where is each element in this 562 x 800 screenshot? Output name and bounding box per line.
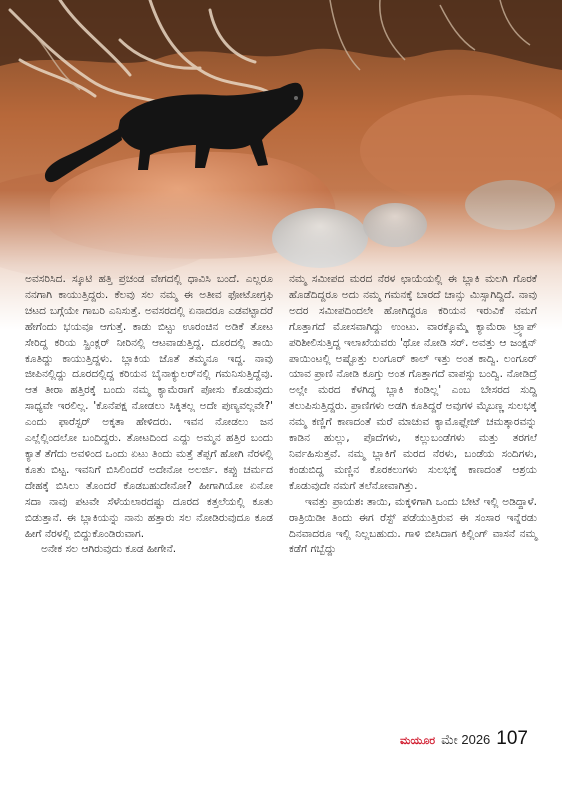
left-column [25,272,273,558]
right-column [289,272,537,558]
issue-date: ಮೇ 2026 [441,732,491,747]
paragraph: ನಮ್ಮ ಸಮೀಪದ ಮರದ ನೆರಳ ಛಾಯೆಯಲ್ಲಿ ಈ ಬ್ಲಾಕಿ ಮಲಗಿ ಗೊರಕೆ ಹೊಡೆದಿದ್ದರೂ ಅದು ನಮ್ಮ ಗಮನಕ್ಕೆ ಬಾರದೆ ಚಾನ್ಸು ಮಿಸ್ಸಾಗಿದ್ದಿದೆ. ನಾವು ಅದರ ಸಮೀಪದಿಂದಲೇ ಹೋಗಿದ್ದರೂ ಕರಿಯನ ಇರುವಿಕೆ ನಮಗೆ ಗೊತ್ತಾಗದೆ ಮೋಸವಾಗಿದ್ದು ಉಂಟು. ವಾರಕ್ಕೊಮ್ಮೆ ಕ್ಯಾಮೆರಾ ಟ್ರ್ಯಾಪ್ ಪರಿಶೀಲಿಸುತ್ತಿದ್ದ ಇಲಾಖೆಯವರು 'ಥೋ ನೋಡಿ ಸರ್. ಅವತ್ತು ಆ ಜಂಕ್ಷನ್ ಪಾಯಿಂಟಲ್ಲಿ ಅಷ್ಟೊತ್ತು ಲಂಗೂರ್ ಕಾಲ್ ಇತ್ತು ಅಂತ ಕಾದ್ವಿ. ಲಂಗೂರ್ ಯಾವ ಪ್ರಾಣಿ ನೋಡಿ ಕೂಗ್ತು ಅಂತ ಗೊತ್ತಾಗದೆ ವಾಪಸ್ಸು ಬಂದ್ವಿ. ನೋಡಿದ್ರೆ ಅಲ್ಲೇ ಮರದ ಕೆಳಗಿದ್ದ ಬ್ಲಾಕಿ ಕಂಡಿಲ್ಲ' ಎಂಬ ಬೇಸರದ ಸುದ್ದಿ ತಲುಪಿಸುತ್ತಿದ್ದರು. ಪ್ರಾಣಿಗಳು ಅಡಗಿ ಕೂತಿದ್ದರೆ ಅವುಗಳ ಮೈಬಣ್ಣ ಸುಲಭಕ್ಕೆ ನಮ್ಮ ಕಣ್ಣಿಗೆ ಕಾಣದಂತೆ ಮರೆ ಮಾಚುವ ಕ್ಯಾಮೊಫ್ಲೇಜ್ ಚಮತ್ಕಾರವನ್ನು ಕಾಡಿನ ಹುಲ್ಲು, ಪೊದೆಗಳು, ಕಲ್ಲುಬಂಡೆಗಳು ಮತ್ತು ತರಗಲೆ ನಿರ್ವಹಿಸುತ್ತವೆ. ನಮ್ಮ ಬ್ಲಾಕಿಗೆ ಮರದ ನೆರಳು, ಬಂಡೆಯ ಸಂದಿಗಳು, ಕಂಡುಬಿದ್ದ ಮಣ್ಣಿನ ಕೊರಕಲುಗಳು ಸುಲಭಕ್ಕೆ ಕಾಣದಂತೆ ಆಶ್ರಯ ಕೊಡುವುದೇ ನಮಗೆ ತಲೆನೋವಾಗಿತ್ತು. [289,273,537,492]
paragraph: ಅವಸರಿಸಿದ. ಸ್ಕೂಟಿ ಹತ್ತಿ ಪ್ರಚಂಡ ವೇಗದಲ್ಲಿ ಧಾವಿಸಿ ಬಂದೆ. ಎಲ್ಲರೂ ನನಗಾಗಿ ಕಾಯುತ್ತಿದ್ದರು. ಕೆಲವು ಸಲ ನಮ್ಮ ಈ ಅತೀವ ಫೋಟೋಗ್ರಫಿ ಚಟದ ಬಗ್ಗೆಯೇ ಗಾಬರಿ ಎನಿಸುತ್ತೆ. ಅವಸರದಲ್ಲಿ ಏನಾದರೂ ಎಡವಟ್ಟಾದರೆ ಹೇಗೆಂದು ಭಯವೂ ಆಗುತ್ತೆ. ಕಾಡು ಬಿಟ್ಟು ಊರಂಚಿನ ಅಡಿಕೆ ತೋಟ ಸೇರಿದ್ದ ಕರಿಯ ಸ್ಪ್ರಿಂಕ್ಲರ್ ನೀರಿನಲ್ಲಿ ಆಟವಾಡುತ್ತಿದ್ದ. ದೂರದಲ್ಲಿ ತಾಯಿ ಕೂತಿದ್ದು ಕಾಯುತ್ತಿದ್ದಳು. ಬ್ಲಾಕಿಯ ಜೊತೆ ತಮ್ಮನೂ ಇದ್ದ. ನಾವು ಜೀಪಿನಲ್ಲಿದ್ದು ದೂರದಲ್ಲಿದ್ದ ಕರಿಯನ ಬೈನಾಕ್ಯುಲರ್‌ನಲ್ಲಿ ಗಮನಿಸುತ್ತಿದ್ದೆವು. ಆತ ತೀರಾ ಹತ್ತಿರಕ್ಕೆ ಬಂದು ನಮ್ಮ ಕ್ಯಾಮೆರಾಗೆ ಪೋಸು ಕೊಡುವುದು ಸಾಧ್ಯವೇ ಇರಲಿಲ್ಲ. 'ಕೊನೆಪಕ್ಷ ನೋಡಲು ಸಿಕ್ಕಿತಲ್ಲ ಅದೇ ಪುಣ್ಯವಲ್ಲವೇ?' ಎಂದು ಫಾರೆಸ್ಟರ್ ಅಕ್ಕತಾ ಹೇಳಿದರು. ಇವನ ನೋಡಲು ಜನ ಎಲ್ಲೆಲ್ಲಿಂದಲೋ ಬಂದಿದ್ದರು. ತೋಟದಿಂದ ಎದ್ದು ಅಮ್ಮನ ಹತ್ತಿರ ಬಂದು ಕ್ಯಾತೆ ತೆಗೆದು ಅವಳಿಂದ ಒಂದು ಏಟು ತಿಂದು ಮತ್ತೆ ತೆಪ್ಪಗೆ ಹೋಗಿ ನೆರಳಲ್ಲಿ ಕೂತು ಬಿಟ್ಟ. ಇವನಿಗೆ ಬಿಸಿಲಿಂದರೆ ಅದೇನೋ ಅಲರ್ಜಿ. ಕಪ್ಪು ಚರ್ಮದ ದೇಹಕ್ಕೆ ಬಿಸಿಲು ತೊಂದರೆ ಕೊಡಬಹುದೇನೋ? ಹೀಗಾಗಿಯೋ ಏನೋ ಸದಾ ನಾವು ಪಟವೇ ಸೆಳೆಯಲಾರದಷ್ಟು ದೂರದ ಕತ್ತಲೆಯಲ್ಲಿ ಕೂತು ಬಿಡುತ್ತಾನೆ. ಈ ಬ್ಲಾಕಿಯನ್ನು ನಾನು ಹತ್ತಾರು ಸಲ ನೋಡಿರುವುದೂ ಕೂಡ ಹೀಗೆ ನೆರಳಲ್ಲಿ ಬಿದ್ದುಕೊಂಡಿರುವಾಗ. [25,273,273,540]
page-number: 107 [496,728,528,749]
page-footer [400,728,528,750]
paragraph: ಅನೇಕ ಸಲ ಆಗಿರುವುದು ಕೂಡ ಹೀಗೇನೆ. [41,543,177,556]
article-body [0,272,562,762]
magazine-logo: ಮಯೂರ [400,734,436,747]
paragraph: ಇವತ್ತು ಪ್ರಾಯಶಃ ತಾಯಿ, ಮಕ್ಕಳಿಗಾಗಿ ಒಂದು ಬೇಟೆ ಇಲ್ಲಿ ಅಡಿದ್ದಾಳೆ. ರಾತ್ರಿಯಿಡೀ ತಿಂದು ಈಗ ರೆಸ್ಟ್ ಪಡೆಯುತ್ತಿರುವ ಈ ಸಂಸಾರ ಇನ್ನೆರಡು ದಿನವಾದರೂ ಇಲ್ಲಿ ನಿಲ್ಲಬಹುದು. ಗಾಳಿ ಬೀಸಿದಾಗ ಕಿಲ್ಲಿಂಗ್ ವಾಸನೆ ನಮ್ಮ ಕಡೆಗೆ ಗಬ್ಬೆದ್ದು [289,495,537,556]
